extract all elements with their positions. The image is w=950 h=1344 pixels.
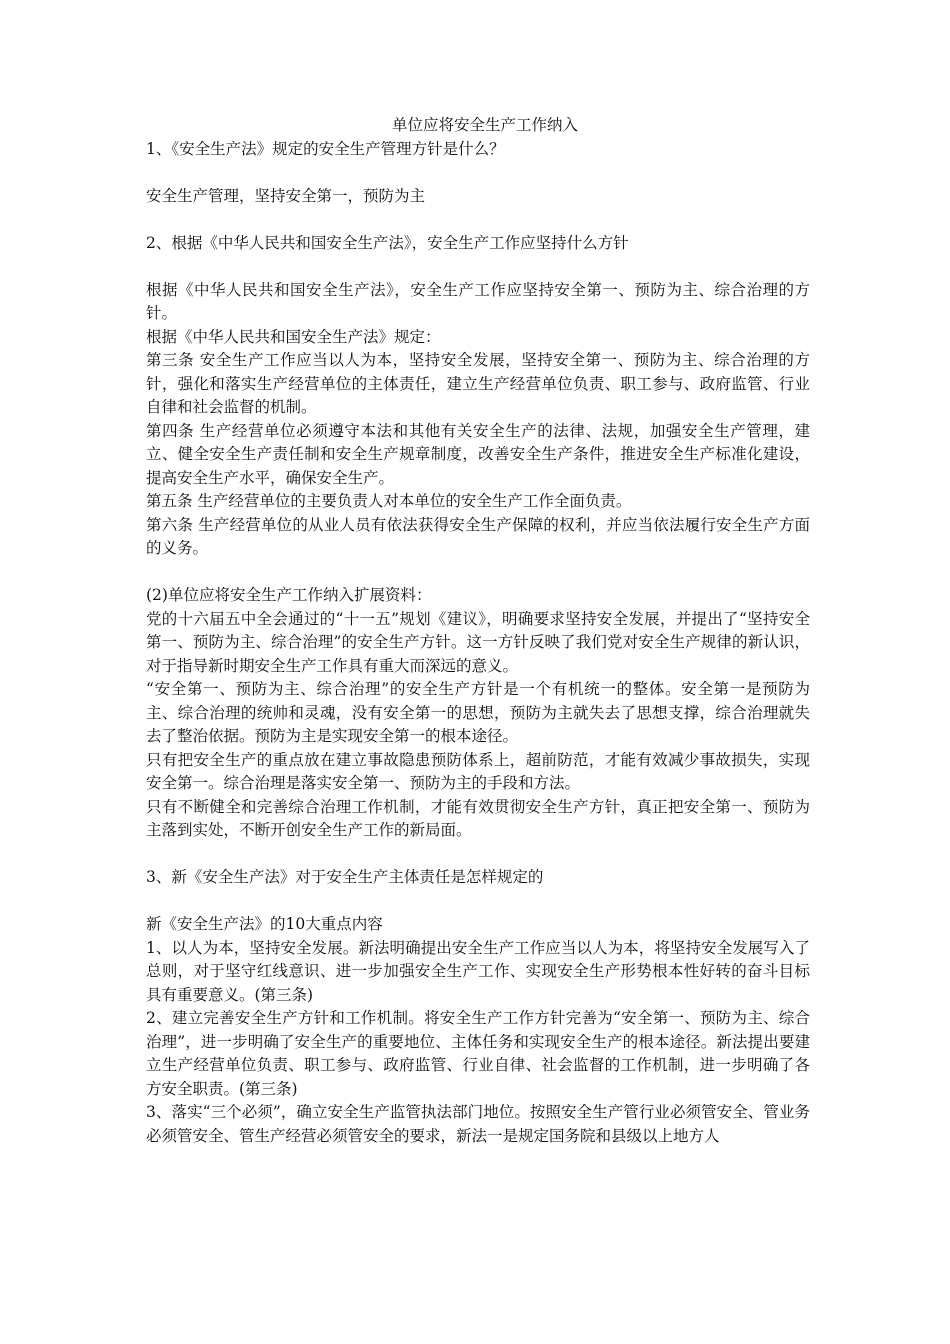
paragraph: 2、建立完善安全生产方针和工作机制。将安全生产工作方针完善为“安全第一、预防为主、综合治理”，进一步明确了安全生产的重要地位、主体任务和实现安全生产的根本途径。新法提出要建立生产经营单位负责、职工参与、政府监管、行业自律、社会监督的工作机制，进一步明确了各方安全职责。(第三条) xyxy=(146,1009,810,1098)
paragraph: 3、新《安全生产法》对于安全生产主体责任是怎样规定的 xyxy=(146,868,544,886)
document-title: 单位应将安全生产工作纳入 xyxy=(391,116,578,134)
paragraph: 1、《安全生产法》规定的安全生产管理方针是什么？ xyxy=(146,139,505,158)
document-page xyxy=(146,114,810,1148)
paragraph: 新《安全生产法》的10大重点内容 xyxy=(146,915,383,933)
blank-line xyxy=(146,561,810,585)
blank-line xyxy=(146,208,810,232)
paragraph: 第三条 安全生产工作应当以人为本，坚持安全发展，坚持安全第一、预防为主、综合治理的方针，强化和落实生产经营单位的主体责任，建立生产经营单位负责、职工参与、政府监管、行业自律和社会监督的机制。 xyxy=(146,351,810,416)
paragraph: 根据《中华人民共和国安全生产法》规定： xyxy=(146,327,441,346)
paragraph: 2、根据《中华人民共和国安全生产法》，安全生产工作应坚持什么方针 xyxy=(146,233,629,252)
paragraph: 只有把安全生产的重点放在建立事故隐患预防体系上，超前防范，才能有效减少事故损失，实现安全第一。综合治理是落实安全第一、预防为主的手段和方法。 xyxy=(146,750,810,792)
paragraph: 党的十六届五中全会通过的“十一五”规划《建议》，明确要求坚持安全发展，并提出了“坚持安全第一、预防为主、综合治理”的安全生产方针。这一方针反映了我们党对安全生产规律的新认识，对于指导新时期安全生产工作具有重大而深远的意义。 xyxy=(146,609,810,675)
paragraph: “安全第一、预防为主、综合治理”的安全生产方针是一个有机统一的整体。安全第一是预防为主、综合治理的统帅和灵魂，没有安全第一的思想，预防为主就失去了思想支撑，综合治理就失去了整治依据。预防为主是实现安全第一的根本途径。 xyxy=(146,680,810,745)
paragraph: 1、以人为本，坚持安全发展。新法明确提出安全生产工作应当以人为本，将坚持安全发展写入了总则，对于坚守红线意识、进一步加强安全生产工作、实现安全生产形势根本性好转的奋斗目标具有重要意义。(第三条) xyxy=(146,938,810,1004)
paragraph: 第五条 生产经营单位的主要负责人对本单位的安全生产工作全面负责。 xyxy=(146,492,632,510)
paragraph: 3、落实“三个必须”，确立安全生产监管执法部门地位。按照安全生产管行业必须管安全、管业务必须管安全、管生产经营必须管安全的要求，新法一是规定国务院和县级以上地方人 xyxy=(146,1103,810,1145)
document-body xyxy=(146,138,810,1149)
blank-line xyxy=(146,890,810,914)
paragraph: 第四条 生产经营单位必须遵守本法和其他有关安全生产的法律、法规，加强安全生产管理，建立、健全安全生产责任制和安全生产规章制度，改善安全生产条件，推进安全生产标准化建设，提高安全生产水平，确保安全生产。 xyxy=(146,421,810,487)
paragraph: (2)单位应将安全生产工作纳入扩展资料： xyxy=(146,586,432,604)
paragraph: 安全生产管理，坚持安全第一，预防为主 xyxy=(146,186,426,205)
paragraph: 第六条 生产经营单位的从业人员有依法获得安全生产保障的权利，并应当依法履行安全生产方面的义务。 xyxy=(146,515,810,557)
blank-line xyxy=(146,843,810,867)
blank-line xyxy=(146,161,810,185)
blank-line xyxy=(146,255,810,279)
paragraph: 只有不断健全和完善综合治理工作机制，才能有效贯彻安全生产方针，真正把安全第一、预防为主落到实处，不断开创安全生产工作的新局面。 xyxy=(146,797,810,839)
paragraph: 根据《中华人民共和国安全生产法》，安全生产工作应坚持安全第一、预防为主、综合治理的方针。 xyxy=(146,280,810,322)
